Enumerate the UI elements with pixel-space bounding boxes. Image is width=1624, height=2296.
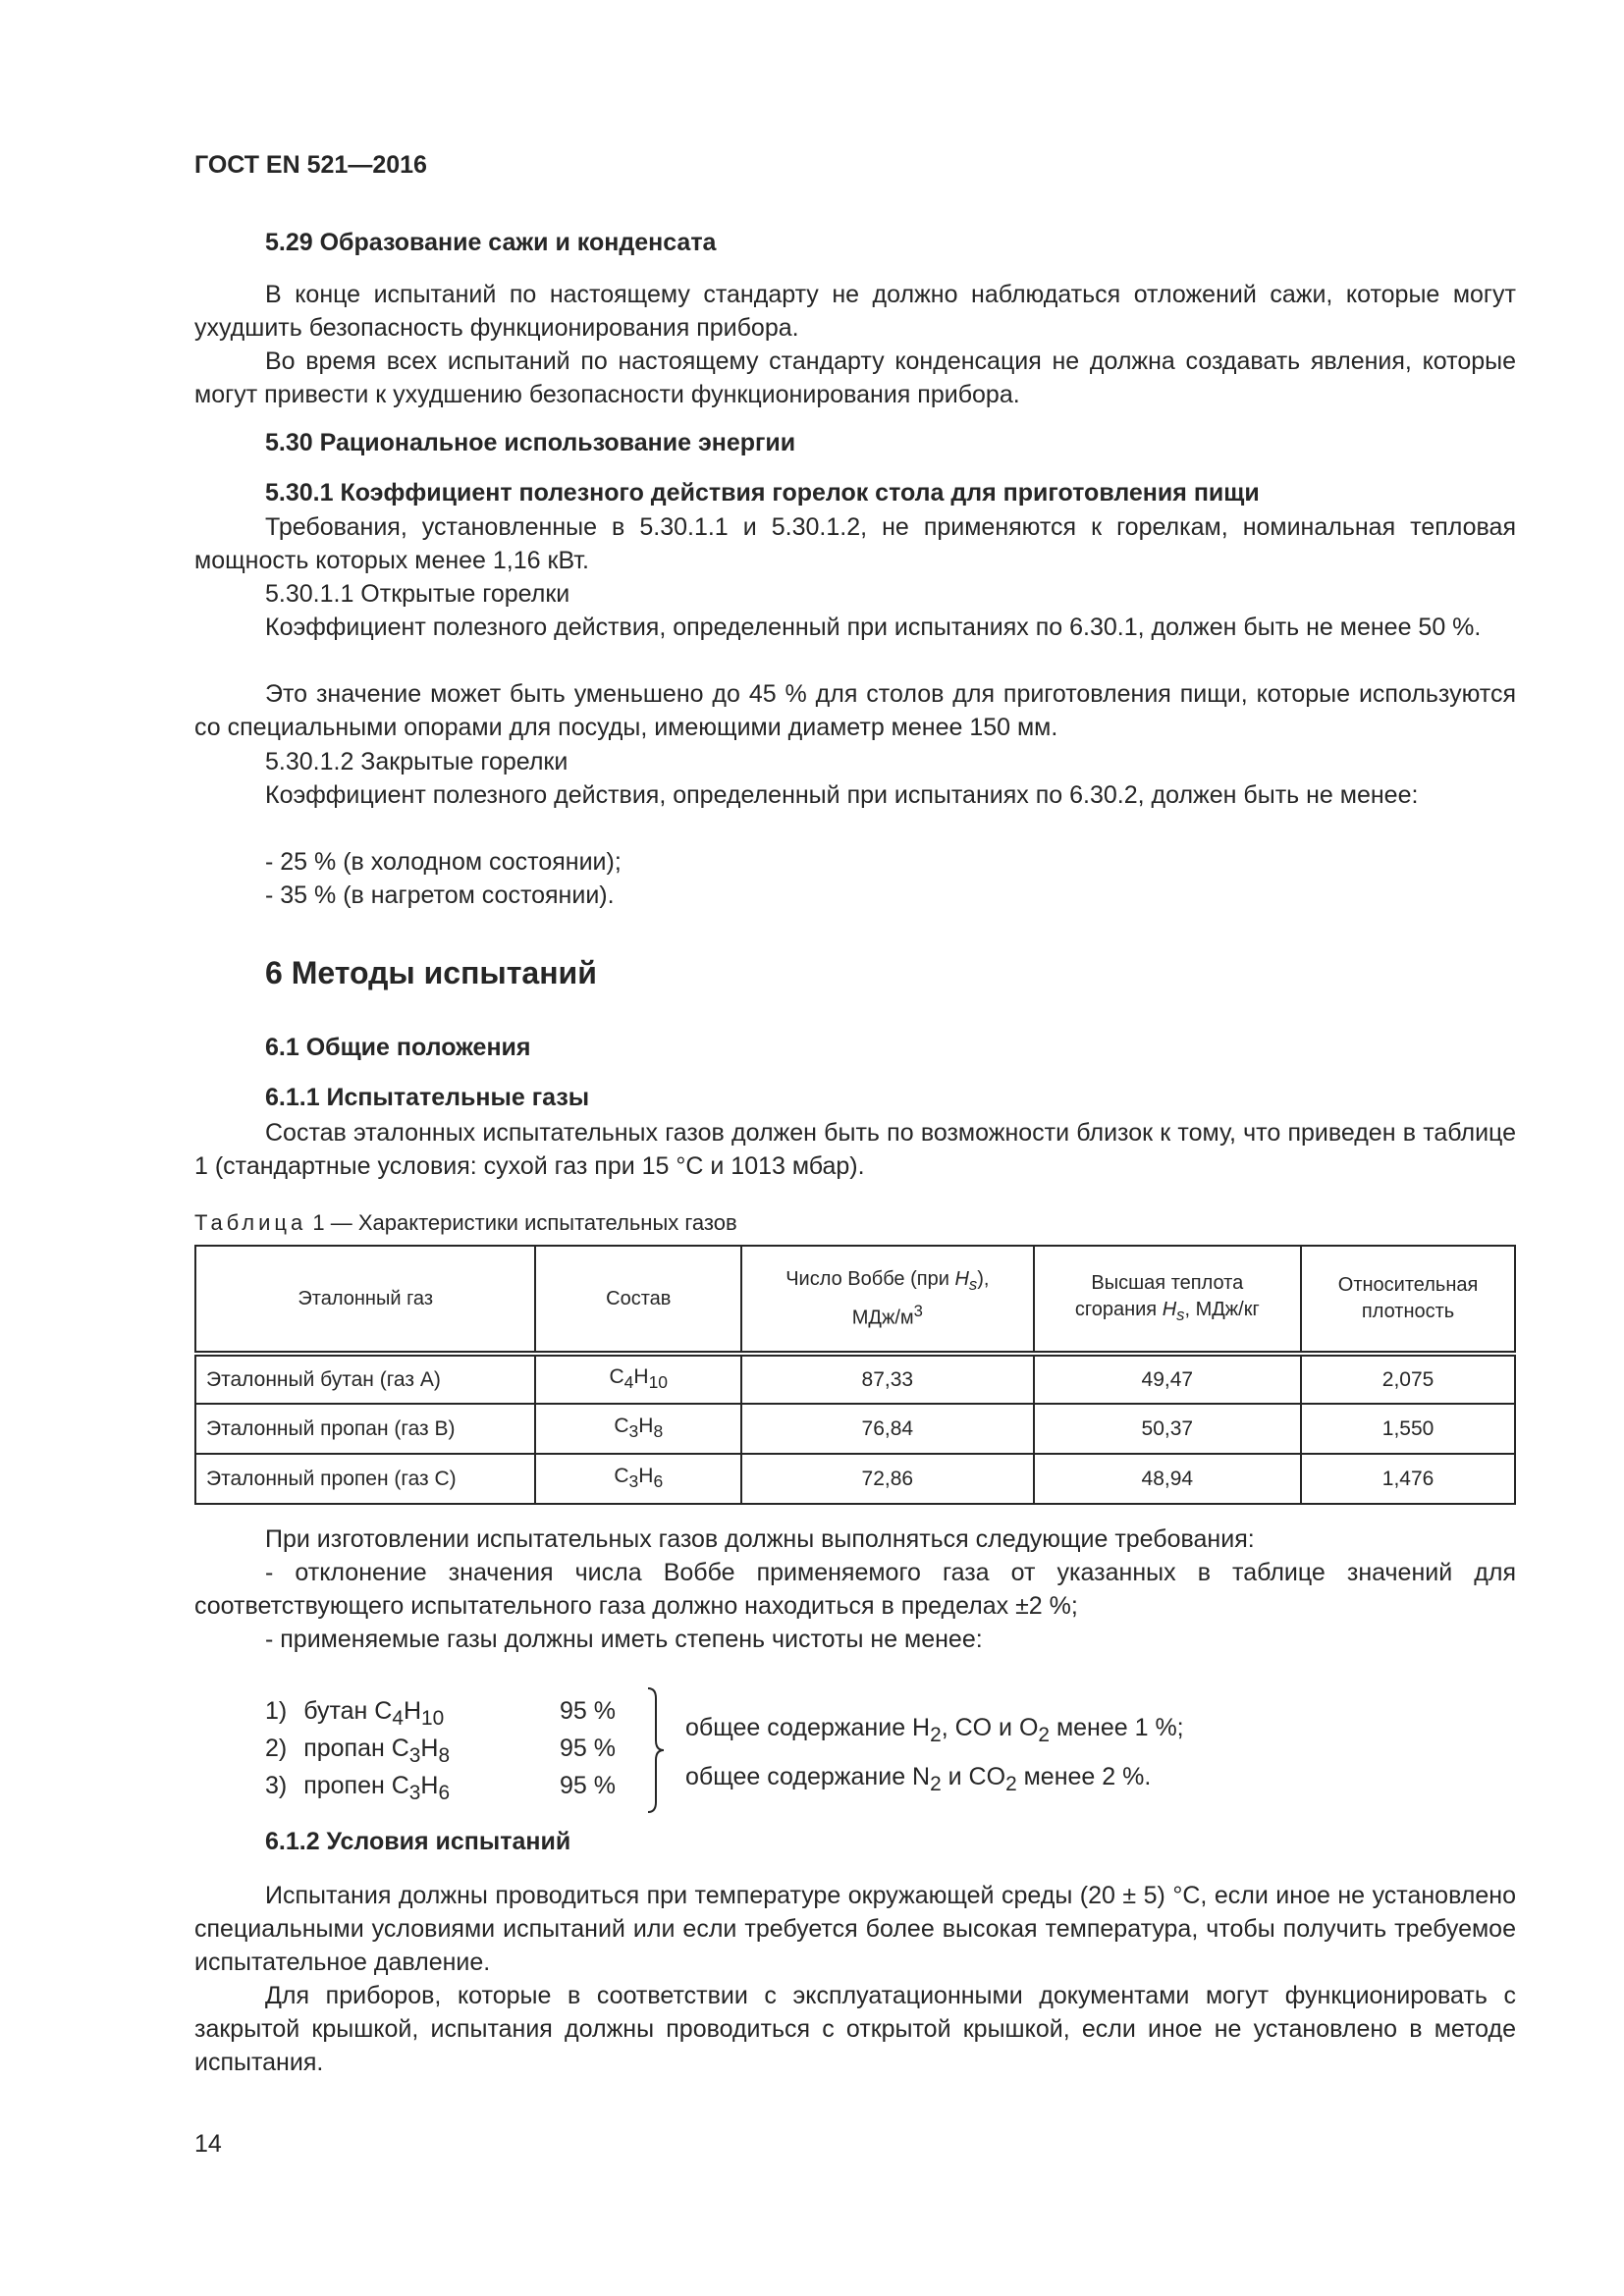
section-5-29-paragraph-2: Во время всех испытаний по настоящему стандарту конденсация не должна создавать явления, которые могут привести к ухудшению безопасности функционирования прибора. — [194, 347, 1516, 408]
cell-gas: Эталонный бутан (газ A) — [195, 1354, 535, 1404]
purity-note-line-2: общее содержание $N_2$ и $CO_2$ менее 2 %. — [685, 1763, 1152, 1795]
table-row — [195, 1404, 1515, 1454]
list-item-cold: - 25 % (в холодном состоянии); — [265, 848, 622, 876]
table-row — [195, 1354, 1515, 1404]
list-item: 2) пропан $C_3H_8$ 95 % — [265, 1735, 616, 1767]
table-caption-text: 1 — Характеристики испытательных газов — [306, 1210, 737, 1235]
section-6-1-1-paragraph: Состав эталонных испытательных газов должен быть по возможности близок к тому, что приведен в таблице 1 (стандартные условия: сухой газ при 15 °C и 1013 мбар). — [194, 1119, 1516, 1180]
cell-heat: 48,94 — [1034, 1454, 1302, 1504]
cell-wobbe: 76,84 — [741, 1404, 1033, 1454]
requirement-wobbe-deviation: - отклонение значения числа Воббе применяемого газа от указанных в таблице значений для соответствующего испытательного газа должно находиться в пределах ±2 %; — [194, 1559, 1516, 1620]
cell-wobbe: 72,86 — [741, 1454, 1033, 1504]
cell-heat: 49,47 — [1034, 1354, 1302, 1404]
header-gross-calorific-value: Высшая теплота сгорания $H_s$, МДж/кг — [1034, 1246, 1302, 1354]
section-5-30-1-2-title: 5.30.1.2 Закрытые горелки — [265, 748, 568, 775]
page-number: 14 — [194, 2130, 222, 2158]
section-5-30-1-paragraph: Требования, установленные в 5.30.1.1 и 5.30.1.2, не применяются к горелкам, номинальная тепловая мощность которых менее 1,16 кВт. — [194, 513, 1516, 574]
header-wobbe-number: Число Воббе (при $H_s$), МДж/$м^3$ — [741, 1246, 1033, 1354]
gas-characteristics-table — [194, 1245, 1516, 1505]
cell-gas: Эталонный пропен (газ C) — [195, 1454, 535, 1504]
section-6-1-2-paragraph-1: Испытания должны проводиться при температуре окружающей среды (20 ± 5) °C, если иное не установлено специальными условиями испытаний или если требуется более высокая температура, чтобы получить требуемое испытательное давление. — [194, 1882, 1516, 1976]
section-6-1-2-title: 6.1.2 Условия испытаний — [265, 1828, 571, 1855]
cell-wobbe: 87,33 — [741, 1354, 1033, 1404]
section-6-title: 6 Методы испытаний — [265, 955, 597, 990]
header-relative-density: Относительная плотность — [1301, 1246, 1515, 1354]
section-6-1-title: 6.1 Общие положения — [265, 1034, 531, 1061]
cell-composition: $C_3H_8$ — [535, 1404, 741, 1454]
cell-composition: $C_4H_{10}$ — [535, 1354, 741, 1404]
requirement-purity: - применяемые газы должны иметь степень чистоты не менее: — [265, 1626, 983, 1653]
cell-composition: $C_3H_6$ — [535, 1454, 741, 1504]
section-6-1-2-paragraph-2: Для приборов, которые в соответствии с эксплуатационными документами могут функционировать с закрытой крышкой, испытания должны проводиться с открытой крышкой, если иное не установлено в методе испытания. — [194, 1982, 1516, 2076]
cell-density: 1,476 — [1301, 1454, 1515, 1504]
table-caption-word: Таблица — [194, 1210, 307, 1235]
table-caption — [194, 1210, 1516, 1236]
purity-list — [265, 1692, 616, 1804]
cell-heat: 50,37 — [1034, 1404, 1302, 1454]
header-composition: Состав — [535, 1246, 741, 1354]
section-5-30-1-1-paragraph-1: Коэффициент полезного действия, определенный при испытаниях по 6.30.1, должен быть не менее 50 %. — [265, 614, 1482, 641]
section-5-30-1-1-paragraph-2: Это значение может быть уменьшено до 45 % для столов для приготовления пищи, которые используются со специальными опорами для посуды, имеющими диаметр менее 150 мм. — [194, 680, 1516, 741]
section-5-30-title: 5.30 Рациональное использование энергии — [265, 429, 796, 456]
curly-brace — [646, 1686, 666, 1814]
cell-density: 1,550 — [1301, 1404, 1515, 1454]
section-5-30-1-title: 5.30.1 Коэффициент полезного действия горелок стола для приготовления пищи — [265, 479, 1260, 507]
section-5-29-title: 5.29 Образование сажи и конденсата — [265, 229, 717, 256]
list-item-hot: - 35 % (в нагретом состоянии). — [265, 881, 615, 909]
section-6-1-1-title: 6.1.1 Испытательные газы — [265, 1084, 590, 1111]
cell-density: 2,075 — [1301, 1354, 1515, 1404]
table-header-row — [195, 1246, 1515, 1354]
list-item: 3) пропен $C_3H_6$ 95 % — [265, 1772, 616, 1804]
requirements-intro: При изготовлении испытательных газов должны выполняться следующие требования: — [265, 1525, 1255, 1553]
section-5-30-1-2-paragraph: Коэффициент полезного действия, определенный при испытаниях по 6.30.2, должен быть не менее: — [265, 781, 1419, 809]
cell-gas: Эталонный пропан (газ B) — [195, 1404, 535, 1454]
list-item: 1) бутан $C_4H_{10}$ 95 % — [265, 1697, 616, 1730]
section-5-29-paragraph-1: В конце испытаний по настоящему стандарту не должно наблюдаться отложений сажи, которые могут ухудшить безопасность функционирования прибора. — [194, 281, 1516, 342]
purity-note-line-1: общее содержание $H_2$, CO и $O_2$ менее 1 %; — [685, 1714, 1184, 1746]
table-row — [195, 1454, 1515, 1504]
purity-note — [685, 1709, 1471, 1803]
document-header: ГОСТ EN 521—2016 — [194, 151, 427, 179]
section-5-30-1-1-title: 5.30.1.1 Открытые горелки — [265, 580, 570, 608]
header-reference-gas: Эталонный газ — [195, 1246, 535, 1354]
